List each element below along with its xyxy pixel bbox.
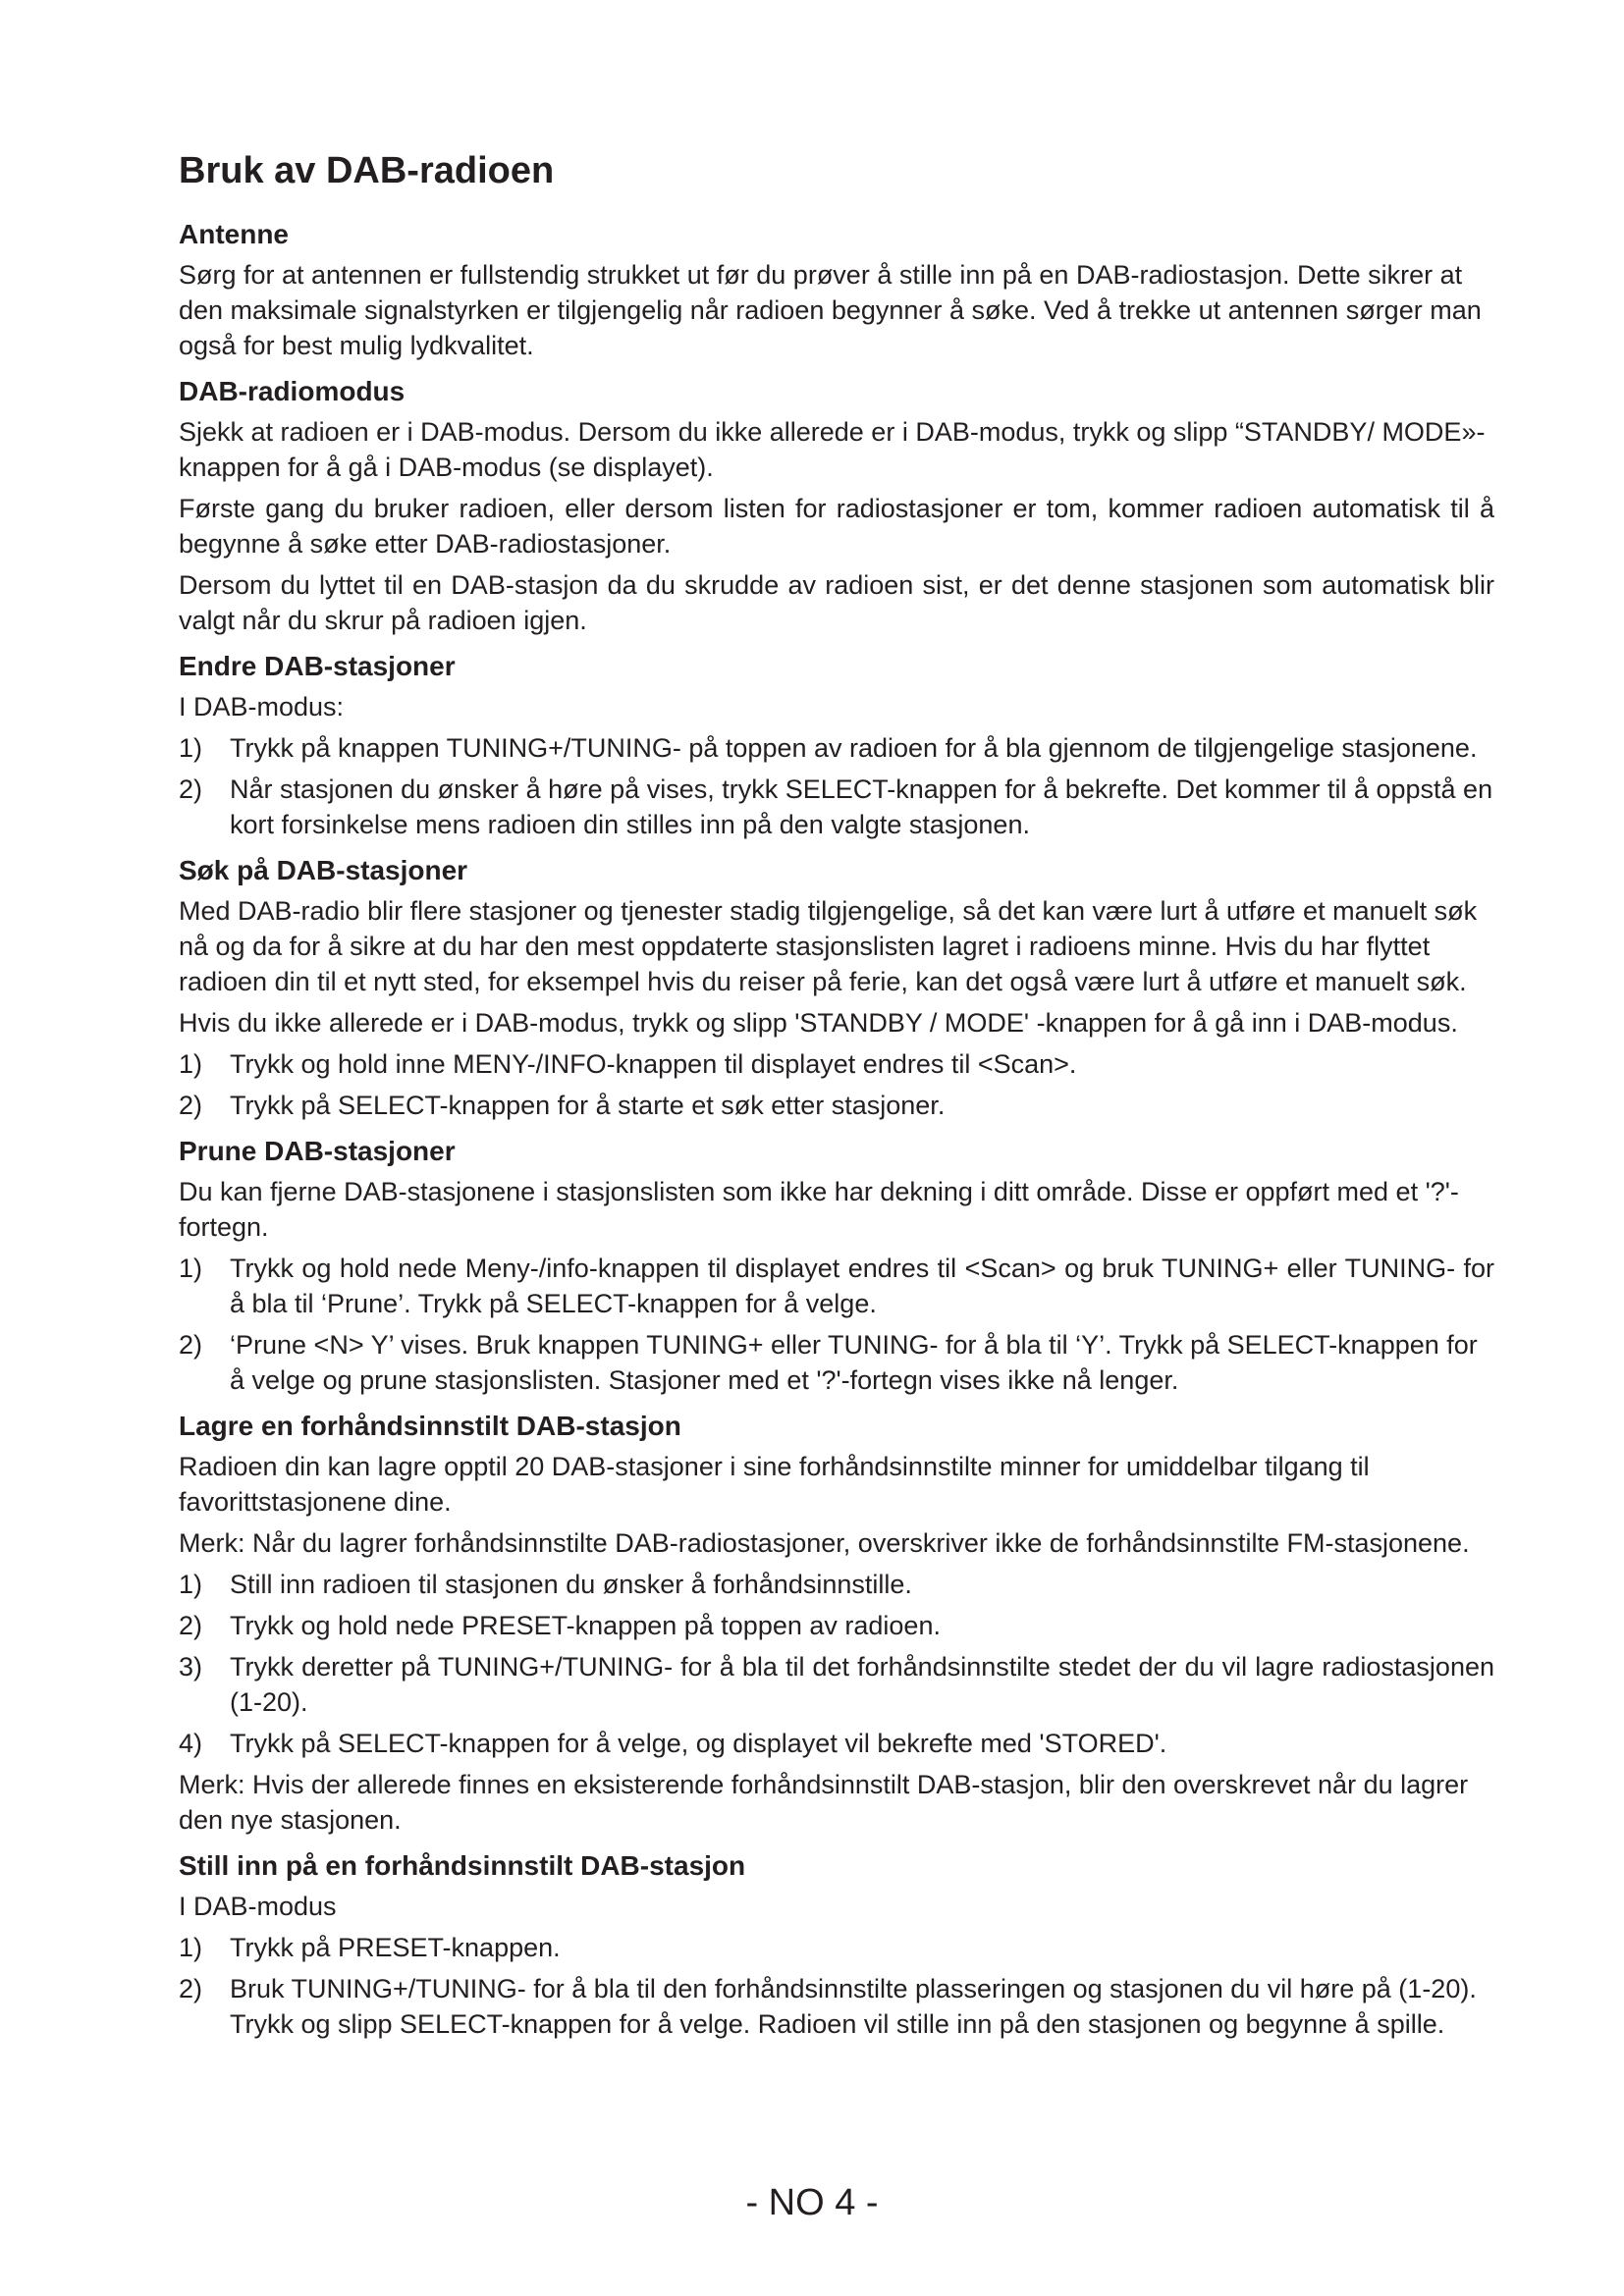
list-item [179,1046,1494,1082]
list-number: 2) [179,1611,203,1640]
list-item [179,1649,1494,1720]
section-endre [179,648,1494,842]
list-number: 2) [179,1974,203,2003]
list-number: 1) [179,733,203,763]
paragraph: I DAB-modus: [179,692,345,721]
paragraph: I DAB-modus [179,1892,337,1921]
list-number: 1) [179,1049,203,1079]
list-text: Trykk på PRESET-knappen. [230,1933,561,1962]
paragraph: Du kan fjerne DAB-stasjonene i stasjonslisten som ikke har dekning i ditt område. Disse er oppført med et '?'-fortegn. [179,1177,1459,1242]
section-still [179,1847,1494,2042]
list-number: 2) [179,1330,203,1360]
section-prune [179,1133,1494,1398]
list-number: 2) [179,774,203,804]
section-heading: Endre DAB-stasjoner [179,651,456,681]
section-heading: DAB-radiomodus [179,376,406,406]
section-heading: Antenne [179,219,289,249]
list-number: 1) [179,1933,203,1962]
list-text: ‘Prune <N> Y’ vises. Bruk knappen TUNING+ eller TUNING- for å bla til ‘Y’. Trykk på SELECT-knappen for å velge og prune stasjonslisten. Stasjoner med et '?'-fortegn vises ikke nå lenger. [230,1330,1478,1395]
list-item [179,1251,1494,1321]
list-text: Trykk og hold inne MENY-/INFO-knappen til displayet endres til <Scan>. [230,1049,1077,1079]
list-text: Trykk på SELECT-knappen for å velge, og displayet vil bekrefte med 'STORED'. [230,1729,1167,1758]
list-item [179,1930,1494,1965]
paragraph: Merk: Hvis der allerede finnes en eksisterende forhåndsinnstilt DAB-stasjon, blir den overskrevet når du lagrer den nye stasjonen. [179,1770,1469,1835]
list-number: 1) [179,1254,203,1283]
list-text: Trykk deretter på TUNING+/TUNING- for å bla til det forhåndsinnstilte stedet der du vil lagre radiostasjonen (1-20). [230,1652,1494,1717]
list-text: Bruk TUNING+/TUNING- for å bla til den forhåndsinnstilte plasseringen og stasjonen du vil høre på (1-20). Trykk og slipp SELECT-knappen for å velge. Radioen vil stille inn på den stasjonen og begynne å spille. [230,1974,1477,2039]
list-text: Trykk på SELECT-knappen for å starte et søk etter stasjoner. [230,1091,946,1120]
section-radiomodus [179,373,1494,638]
section-heading: Prune DAB-stasjoner [179,1136,456,1166]
paragraph: Merk: Når du lagrer forhåndsinnstilte DAB-radiostasjoner, overskriver ikke de forhåndsinnstilte FM-stasjonene. [179,1528,1470,1558]
page-content [179,147,1494,2048]
list-item [179,1567,1494,1602]
section-heading: Lagre en forhåndsinnstilt DAB-stasjon [179,1411,681,1441]
list-text: Når stasjonen du ønsker å høre på vises, trykk SELECT-knappen for å bekrefte. Det kommer til å oppstå en kort forsinkelse mens radioen din stilles inn på den valgte stasjonen. [230,774,1493,839]
paragraph: Sjekk at radioen er i DAB-modus. Dersom du ikke allerede er i DAB-modus, trykk og slipp “STANDBY/ MODE»-knappen for å gå i DAB-modus (se displayet). [179,417,1486,482]
list-number: 2) [179,1091,203,1120]
list-text: Trykk på knappen TUNING+/TUNING- på toppen av radioen for å bla gjennom de tilgjengelige stasjonene. [230,733,1478,763]
list-item [179,1327,1494,1398]
list-item [179,1608,1494,1643]
list-number: 3) [179,1652,203,1682]
section-lagre [179,1408,1494,1838]
paragraph: Radioen din kan lagre opptil 20 DAB-stasjoner i sine forhåndsinnstilte minner for umiddelbar tilgang til favorittstasjonene dine. [179,1452,1370,1517]
list-item [179,1088,1494,1123]
list-text: Still inn radioen til stasjonen du ønsker å forhåndsinnstille. [230,1570,912,1599]
paragraph: Hvis du ikke allerede er i DAB-modus, trykk og slipp 'STANDBY / MODE' -knappen for å gå inn i DAB-modus. [179,1008,1458,1038]
paragraph: Med DAB-radio blir flere stasjoner og tjenester stadig tilgjengelige, så det kan være lurt å utføre et manuelt søk nå og da for å sikre at du har den mest oppdaterte stasjonslisten lagret i radioens minne. Hvis du har flyttet radioen din til et nytt sted, for eksempel hvis du reiser på ferie, kan det også være lurt å utføre et manuelt søk. [179,896,1478,996]
list-text: Trykk og hold nede Meny-/info-knappen til displayet endres til <Scan> og bruk TUNING+ eller TUNING- for å bla til ‘Prune’. Trykk på SELECT-knappen for å velge. [230,1254,1494,1318]
paragraph: Dersom du lyttet til en DAB-stasjon da du skrudde av radioen sist, er det denne stasjonen som automatisk blir valgt når du skrur på radioen igjen. [179,570,1494,635]
section-heading: Still inn på en forhåndsinnstilt DAB-stasjon [179,1850,746,1881]
section-sok [179,852,1494,1123]
list-text: Trykk og hold nede PRESET-knappen på toppen av radioen. [230,1611,941,1640]
list-item [179,1726,1494,1761]
section-antenne [179,216,1494,363]
list-number: 4) [179,1729,203,1758]
page-number: - NO 4 - [745,2182,879,2223]
paragraph: Første gang du bruker radioen, eller dersom listen for radiostasjoner er tom, kommer radioen automatisk til å begynne å søke etter DAB-radiostasjoner. [179,494,1494,559]
paragraph: Sørg for at antennen er fullstendig strukket ut før du prøver å stille inn på en DAB-radiostasjon. Dette sikrer at den maksimale signalstyrken er tilgjengelig når radioen begynner å søke. Ved å trekke ut antennen sørger man også for best mulig lydkvalitet. [179,260,1482,360]
list-item [179,1971,1494,2042]
section-heading: Søk på DAB-stasjoner [179,855,468,885]
list-item [179,730,1494,766]
list-item [179,772,1494,842]
list-number: 1) [179,1570,203,1599]
page-title: Bruk av DAB-radioen [179,150,555,191]
